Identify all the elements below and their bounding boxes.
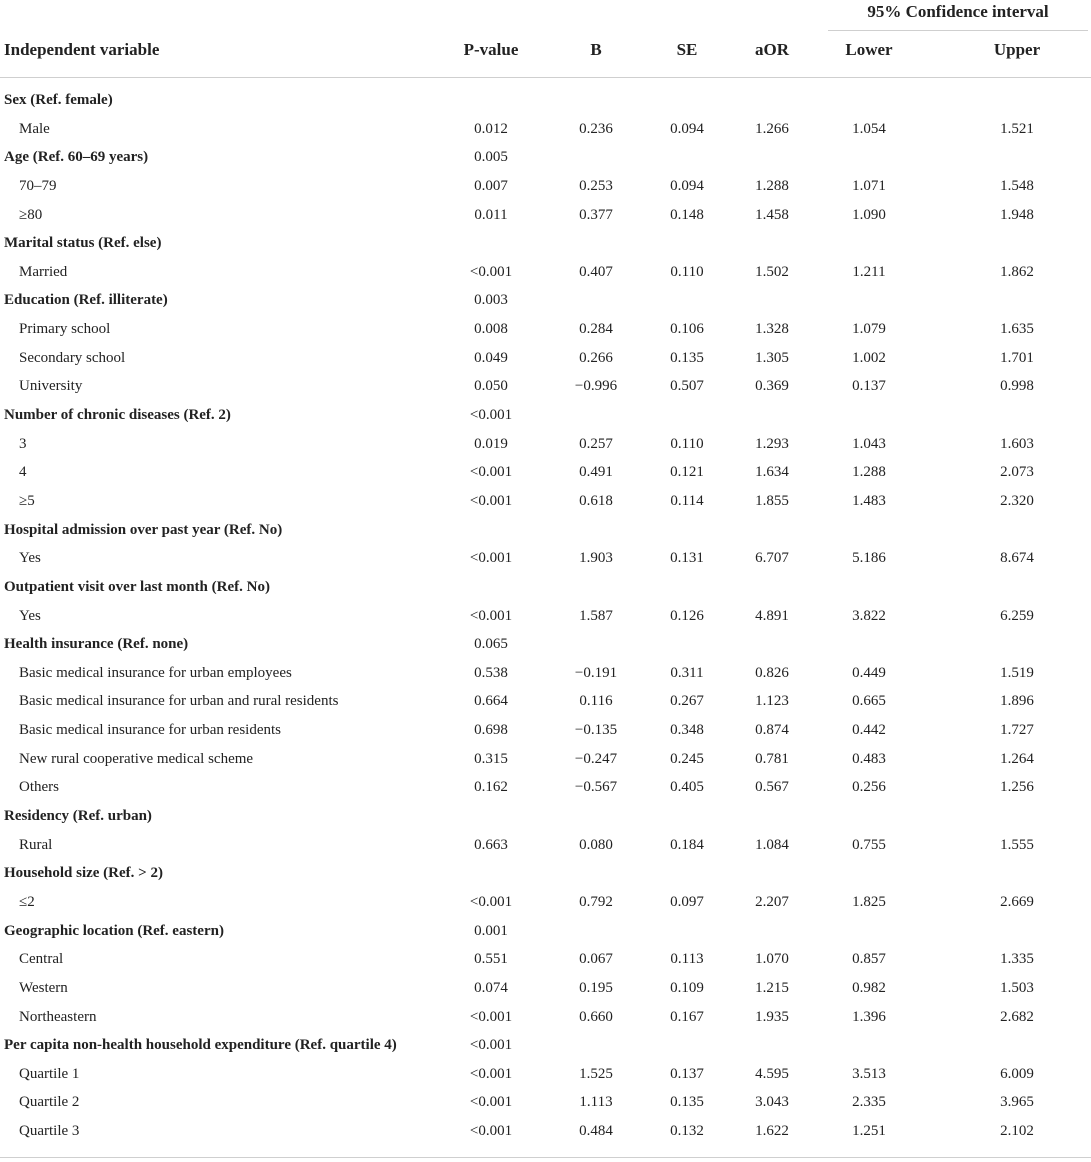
cell-ci-lower: 0.137 bbox=[852, 378, 886, 395]
cell-aor: 6.707 bbox=[755, 550, 789, 567]
row-label: Yes bbox=[19, 550, 41, 567]
cell-p-value: 0.007 bbox=[474, 177, 508, 194]
table-row bbox=[0, 718, 1091, 747]
cell-se: 0.094 bbox=[670, 120, 704, 137]
cell-aor: 1.634 bbox=[755, 464, 789, 481]
row-label: Northeastern bbox=[19, 1008, 97, 1025]
cell-p-value: <0.001 bbox=[469, 492, 513, 509]
cell-aor: 2.207 bbox=[755, 893, 789, 910]
cell-b: 0.236 bbox=[579, 120, 613, 137]
cell-ci-upper: 0.998 bbox=[1000, 378, 1034, 395]
cell-se: 0.131 bbox=[670, 550, 704, 567]
cell-p-value: 0.012 bbox=[474, 120, 508, 137]
cell-p-value: 0.065 bbox=[474, 636, 508, 653]
cell-p-value: <0.001 bbox=[469, 550, 513, 567]
cell-aor: 1.288 bbox=[755, 177, 789, 194]
table-row bbox=[0, 374, 1091, 403]
row-label: 3 bbox=[19, 435, 27, 452]
cell-b: −0.247 bbox=[574, 750, 618, 767]
cell-ci-upper: 1.335 bbox=[1000, 951, 1034, 968]
row-label: Western bbox=[19, 979, 68, 996]
cell-ci-upper: 6.259 bbox=[1000, 607, 1034, 624]
cell-b: 0.491 bbox=[579, 464, 613, 481]
row-label: Sex (Ref. female) bbox=[4, 92, 113, 108]
cell-ci-upper: 2.669 bbox=[1000, 893, 1034, 910]
cell-ci-upper: 6.009 bbox=[1000, 1065, 1034, 1082]
cell-ci-lower: 0.982 bbox=[852, 979, 886, 996]
row-label: Others bbox=[19, 779, 59, 796]
cell-b: 0.266 bbox=[579, 349, 613, 366]
cell-p-value: <0.001 bbox=[469, 1123, 513, 1140]
column-header-se: SE bbox=[676, 40, 698, 59]
table-group-row bbox=[0, 145, 1091, 174]
row-label: Per capita non-health household expenditure (Ref. quartile 4) bbox=[4, 1037, 397, 1054]
cell-ci-lower: 1.396 bbox=[852, 1008, 886, 1025]
cell-ci-lower: 0.442 bbox=[852, 722, 886, 739]
cell-b: −0.191 bbox=[574, 664, 618, 681]
cell-ci-lower: 0.256 bbox=[852, 779, 886, 796]
cell-ci-upper: 1.896 bbox=[1000, 693, 1034, 710]
cell-b: 1.525 bbox=[579, 1065, 613, 1082]
cell-p-value: <0.001 bbox=[469, 607, 513, 624]
cell-ci-lower: 1.071 bbox=[852, 177, 886, 194]
cell-ci-lower: 2.335 bbox=[852, 1094, 886, 1111]
cell-aor: 1.935 bbox=[755, 1008, 789, 1025]
cell-se: 0.110 bbox=[670, 263, 704, 280]
row-label: 4 bbox=[19, 464, 27, 481]
cell-b: 0.660 bbox=[579, 1008, 613, 1025]
cell-ci-lower: 1.090 bbox=[852, 206, 886, 223]
row-label: ≥5 bbox=[19, 492, 35, 509]
row-label: New rural cooperative medical scheme bbox=[19, 750, 254, 767]
table-row bbox=[0, 1062, 1091, 1091]
row-label: Secondary school bbox=[19, 349, 126, 366]
cell-p-value: <0.001 bbox=[469, 464, 513, 481]
cell-p-value: 0.551 bbox=[474, 951, 508, 968]
table-row bbox=[0, 947, 1091, 976]
cell-ci-upper: 1.555 bbox=[1000, 836, 1034, 853]
row-label: Household size (Ref. > 2) bbox=[4, 865, 163, 882]
cell-ci-lower: 1.825 bbox=[852, 893, 886, 910]
cell-ci-lower: 1.288 bbox=[852, 464, 886, 481]
cell-aor: 1.458 bbox=[755, 206, 789, 223]
cell-ci-lower: 0.857 bbox=[852, 951, 886, 968]
table-group-row bbox=[0, 861, 1091, 890]
table-row bbox=[0, 775, 1091, 804]
cell-se: 0.135 bbox=[670, 1094, 704, 1111]
table-group-row bbox=[0, 804, 1091, 833]
row-label: Married bbox=[19, 263, 68, 280]
cell-se: 0.135 bbox=[670, 349, 704, 366]
cell-se: 0.126 bbox=[670, 607, 704, 624]
cell-se: 0.137 bbox=[670, 1065, 704, 1082]
cell-ci-upper: 1.256 bbox=[1000, 779, 1034, 796]
table-row bbox=[0, 689, 1091, 718]
cell-b: 0.618 bbox=[579, 492, 613, 509]
cell-aor: 1.328 bbox=[755, 321, 789, 338]
row-label: Education (Ref. illiterate) bbox=[4, 292, 168, 309]
cell-b: 1.587 bbox=[579, 607, 613, 624]
cell-p-value: 0.019 bbox=[474, 435, 508, 452]
column-header-upper: Upper bbox=[993, 40, 1041, 59]
table-row bbox=[0, 747, 1091, 776]
table-group-row bbox=[0, 231, 1091, 260]
header-divider bbox=[0, 77, 1091, 78]
cell-ci-upper: 1.635 bbox=[1000, 321, 1034, 338]
cell-ci-lower: 3.513 bbox=[852, 1065, 886, 1082]
cell-p-value: 0.664 bbox=[474, 693, 508, 710]
cell-ci-lower: 0.755 bbox=[852, 836, 886, 853]
cell-se: 0.097 bbox=[670, 893, 704, 910]
table-group-row bbox=[0, 632, 1091, 661]
row-label: Residency (Ref. urban) bbox=[4, 808, 152, 825]
cell-ci-upper: 1.727 bbox=[1000, 722, 1034, 739]
table-group-row bbox=[0, 1033, 1091, 1062]
cell-ci-lower: 5.186 bbox=[852, 550, 886, 567]
table-row bbox=[0, 1005, 1091, 1034]
row-label: Number of chronic diseases (Ref. 2) bbox=[4, 407, 231, 424]
cell-ci-lower: 0.483 bbox=[852, 750, 886, 767]
cell-se: 0.109 bbox=[670, 979, 704, 996]
cell-ci-upper: 2.073 bbox=[1000, 464, 1034, 481]
table-group-row bbox=[0, 403, 1091, 432]
row-label: ≥80 bbox=[19, 206, 43, 223]
cell-se: 0.245 bbox=[670, 750, 704, 767]
cell-ci-upper: 8.674 bbox=[1000, 550, 1034, 567]
cell-ci-upper: 1.948 bbox=[1000, 206, 1034, 223]
table-group-row bbox=[0, 575, 1091, 604]
table-bottom-rule bbox=[0, 1157, 1091, 1158]
cell-ci-upper: 1.521 bbox=[1000, 120, 1034, 137]
table-row bbox=[0, 1090, 1091, 1119]
table-row bbox=[0, 460, 1091, 489]
column-header-b: B bbox=[590, 40, 602, 59]
cell-aor: 0.567 bbox=[755, 779, 789, 796]
cell-ci-lower: 1.483 bbox=[852, 492, 886, 509]
row-label: Basic medical insurance for urban employees bbox=[19, 664, 292, 681]
cell-ci-upper: 1.264 bbox=[1000, 750, 1034, 767]
cell-b: 1.113 bbox=[579, 1094, 613, 1111]
table-group-row bbox=[0, 88, 1091, 117]
table-row bbox=[0, 976, 1091, 1005]
row-label: University bbox=[19, 378, 83, 395]
cell-se: 0.113 bbox=[670, 951, 704, 968]
column-header-variable: Independent variable bbox=[4, 40, 160, 59]
cell-ci-upper: 1.862 bbox=[1000, 263, 1034, 280]
row-label: ≤2 bbox=[19, 893, 35, 910]
cell-se: 0.267 bbox=[670, 693, 704, 710]
cell-p-value: <0.001 bbox=[469, 407, 513, 424]
table-row bbox=[0, 833, 1091, 862]
row-label: Rural bbox=[19, 836, 53, 853]
cell-b: 0.407 bbox=[579, 263, 613, 280]
row-label: Health insurance (Ref. none) bbox=[4, 636, 189, 653]
cell-b: −0.567 bbox=[574, 779, 618, 796]
row-label: Quartile 3 bbox=[19, 1123, 80, 1140]
table-group-row bbox=[0, 288, 1091, 317]
table-row bbox=[0, 117, 1091, 146]
cell-ci-upper: 2.682 bbox=[1000, 1008, 1034, 1025]
cell-aor: 1.070 bbox=[755, 951, 789, 968]
cell-p-value: 0.538 bbox=[474, 664, 508, 681]
cell-ci-lower: 0.665 bbox=[852, 693, 886, 710]
cell-p-value: 0.001 bbox=[474, 922, 508, 939]
row-label: Central bbox=[19, 951, 64, 968]
cell-b: 1.903 bbox=[579, 550, 613, 567]
cell-p-value: 0.698 bbox=[474, 722, 508, 739]
cell-aor: 4.891 bbox=[755, 607, 789, 624]
cell-ci-upper: 2.320 bbox=[1000, 492, 1034, 509]
cell-se: 0.507 bbox=[670, 378, 704, 395]
table-row bbox=[0, 174, 1091, 203]
cell-ci-upper: 1.701 bbox=[1000, 349, 1034, 366]
cell-ci-lower: 1.043 bbox=[852, 435, 886, 452]
column-header-row bbox=[0, 30, 1091, 72]
cell-p-value: 0.008 bbox=[474, 321, 508, 338]
row-label: Geographic location (Ref. eastern) bbox=[4, 922, 224, 939]
cell-aor: 0.781 bbox=[755, 750, 789, 767]
row-label: Marital status (Ref. else) bbox=[4, 235, 162, 252]
cell-b: 0.257 bbox=[579, 435, 613, 452]
cell-b: 0.195 bbox=[579, 979, 613, 996]
row-label: Male bbox=[19, 120, 50, 137]
table-row bbox=[0, 317, 1091, 346]
cell-se: 0.405 bbox=[670, 779, 704, 796]
cell-aor: 1.622 bbox=[755, 1123, 789, 1140]
column-header-lower: Lower bbox=[845, 40, 893, 59]
cell-se: 0.167 bbox=[670, 1008, 704, 1025]
row-label: Quartile 1 bbox=[19, 1065, 80, 1082]
cell-ci-lower: 1.002 bbox=[852, 349, 886, 366]
row-label: Age (Ref. 60–69 years) bbox=[4, 149, 149, 166]
cell-b: 0.284 bbox=[579, 321, 613, 338]
table-row bbox=[0, 604, 1091, 633]
cell-se: 0.094 bbox=[670, 177, 704, 194]
cell-b: −0.135 bbox=[574, 722, 618, 739]
cell-aor: 1.293 bbox=[755, 435, 789, 452]
cell-ci-upper: 1.548 bbox=[1000, 177, 1034, 194]
cell-se: 0.106 bbox=[670, 321, 704, 338]
ci-header-label: 95% Confidence interval bbox=[867, 2, 1049, 21]
cell-ci-upper: 1.503 bbox=[1000, 979, 1034, 996]
table-row bbox=[0, 346, 1091, 375]
row-label: Outpatient visit over last month (Ref. No) bbox=[4, 578, 270, 595]
table-body bbox=[0, 88, 1091, 1148]
cell-aor: 1.084 bbox=[755, 836, 789, 853]
cell-aor: 0.826 bbox=[755, 664, 789, 681]
cell-p-value: <0.001 bbox=[469, 1008, 513, 1025]
cell-b: −0.996 bbox=[574, 378, 618, 395]
cell-p-value: 0.003 bbox=[474, 292, 508, 309]
cell-ci-lower: 3.822 bbox=[852, 607, 886, 624]
cell-p-value: <0.001 bbox=[469, 1094, 513, 1111]
cell-aor: 4.595 bbox=[755, 1065, 789, 1082]
table-group-row bbox=[0, 518, 1091, 547]
table-row bbox=[0, 260, 1091, 289]
row-label: Basic medical insurance for urban residents bbox=[19, 722, 281, 739]
cell-b: 0.792 bbox=[579, 893, 613, 910]
cell-b: 0.484 bbox=[579, 1123, 613, 1140]
cell-p-value: <0.001 bbox=[469, 263, 513, 280]
cell-b: 0.253 bbox=[579, 177, 613, 194]
cell-se: 0.148 bbox=[670, 206, 704, 223]
cell-p-value: <0.001 bbox=[469, 893, 513, 910]
table-row bbox=[0, 1119, 1091, 1148]
cell-p-value: 0.005 bbox=[474, 149, 508, 166]
table-row bbox=[0, 661, 1091, 690]
cell-p-value: 0.050 bbox=[474, 378, 508, 395]
cell-se: 0.311 bbox=[670, 664, 704, 681]
cell-ci-upper: 1.519 bbox=[1000, 664, 1034, 681]
cell-se: 0.132 bbox=[670, 1123, 704, 1140]
ci-header-cell bbox=[828, 0, 1088, 30]
cell-aor: 1.266 bbox=[755, 120, 789, 137]
cell-p-value: <0.001 bbox=[469, 1037, 513, 1054]
cell-se: 0.348 bbox=[670, 722, 704, 739]
cell-aor: 1.502 bbox=[755, 263, 789, 280]
cell-ci-upper: 3.965 bbox=[1000, 1094, 1034, 1111]
table-group-row bbox=[0, 919, 1091, 948]
row-label: Yes bbox=[19, 607, 41, 624]
row-label: Basic medical insurance for urban and rural residents bbox=[19, 693, 339, 710]
row-label: Hospital admission over past year (Ref. No) bbox=[4, 521, 283, 538]
cell-aor: 3.043 bbox=[755, 1094, 789, 1111]
table-row bbox=[0, 432, 1091, 461]
cell-ci-lower: 1.251 bbox=[852, 1123, 886, 1140]
cell-b: 0.377 bbox=[579, 206, 613, 223]
cell-se: 0.184 bbox=[670, 836, 704, 853]
cell-p-value: 0.315 bbox=[474, 750, 508, 767]
cell-p-value: <0.001 bbox=[469, 1065, 513, 1082]
cell-p-value: 0.011 bbox=[474, 206, 508, 223]
column-header-aor: aOR bbox=[755, 40, 789, 59]
cell-se: 0.121 bbox=[670, 464, 704, 481]
cell-ci-lower: 1.079 bbox=[852, 321, 886, 338]
cell-ci-lower: 1.054 bbox=[852, 120, 886, 137]
cell-p-value: 0.663 bbox=[474, 836, 508, 853]
cell-aor: 1.305 bbox=[755, 349, 789, 366]
cell-aor: 1.123 bbox=[755, 693, 789, 710]
cell-aor: 1.215 bbox=[755, 979, 789, 996]
row-label: Primary school bbox=[19, 321, 111, 338]
cell-b: 0.080 bbox=[579, 836, 613, 853]
cell-b: 0.116 bbox=[579, 693, 613, 710]
table-row bbox=[0, 489, 1091, 518]
cell-b: 0.067 bbox=[579, 951, 613, 968]
cell-aor: 1.855 bbox=[755, 492, 789, 509]
row-label: 70–79 bbox=[19, 177, 57, 194]
cell-se: 0.114 bbox=[670, 492, 704, 509]
cell-ci-lower: 0.449 bbox=[852, 664, 886, 681]
cell-p-value: 0.162 bbox=[474, 779, 508, 796]
table-row bbox=[0, 203, 1091, 232]
cell-ci-upper: 2.102 bbox=[1000, 1123, 1034, 1140]
cell-aor: 0.369 bbox=[755, 378, 789, 395]
cell-aor: 0.874 bbox=[755, 722, 789, 739]
row-label: Quartile 2 bbox=[19, 1094, 80, 1111]
cell-p-value: 0.049 bbox=[474, 349, 508, 366]
table-row bbox=[0, 890, 1091, 919]
column-header-p-value: P-value bbox=[463, 40, 519, 59]
cell-ci-lower: 1.211 bbox=[852, 263, 886, 280]
cell-p-value: 0.074 bbox=[474, 979, 508, 996]
table-row bbox=[0, 546, 1091, 575]
cell-ci-upper: 1.603 bbox=[1000, 435, 1034, 452]
cell-se: 0.110 bbox=[670, 435, 704, 452]
